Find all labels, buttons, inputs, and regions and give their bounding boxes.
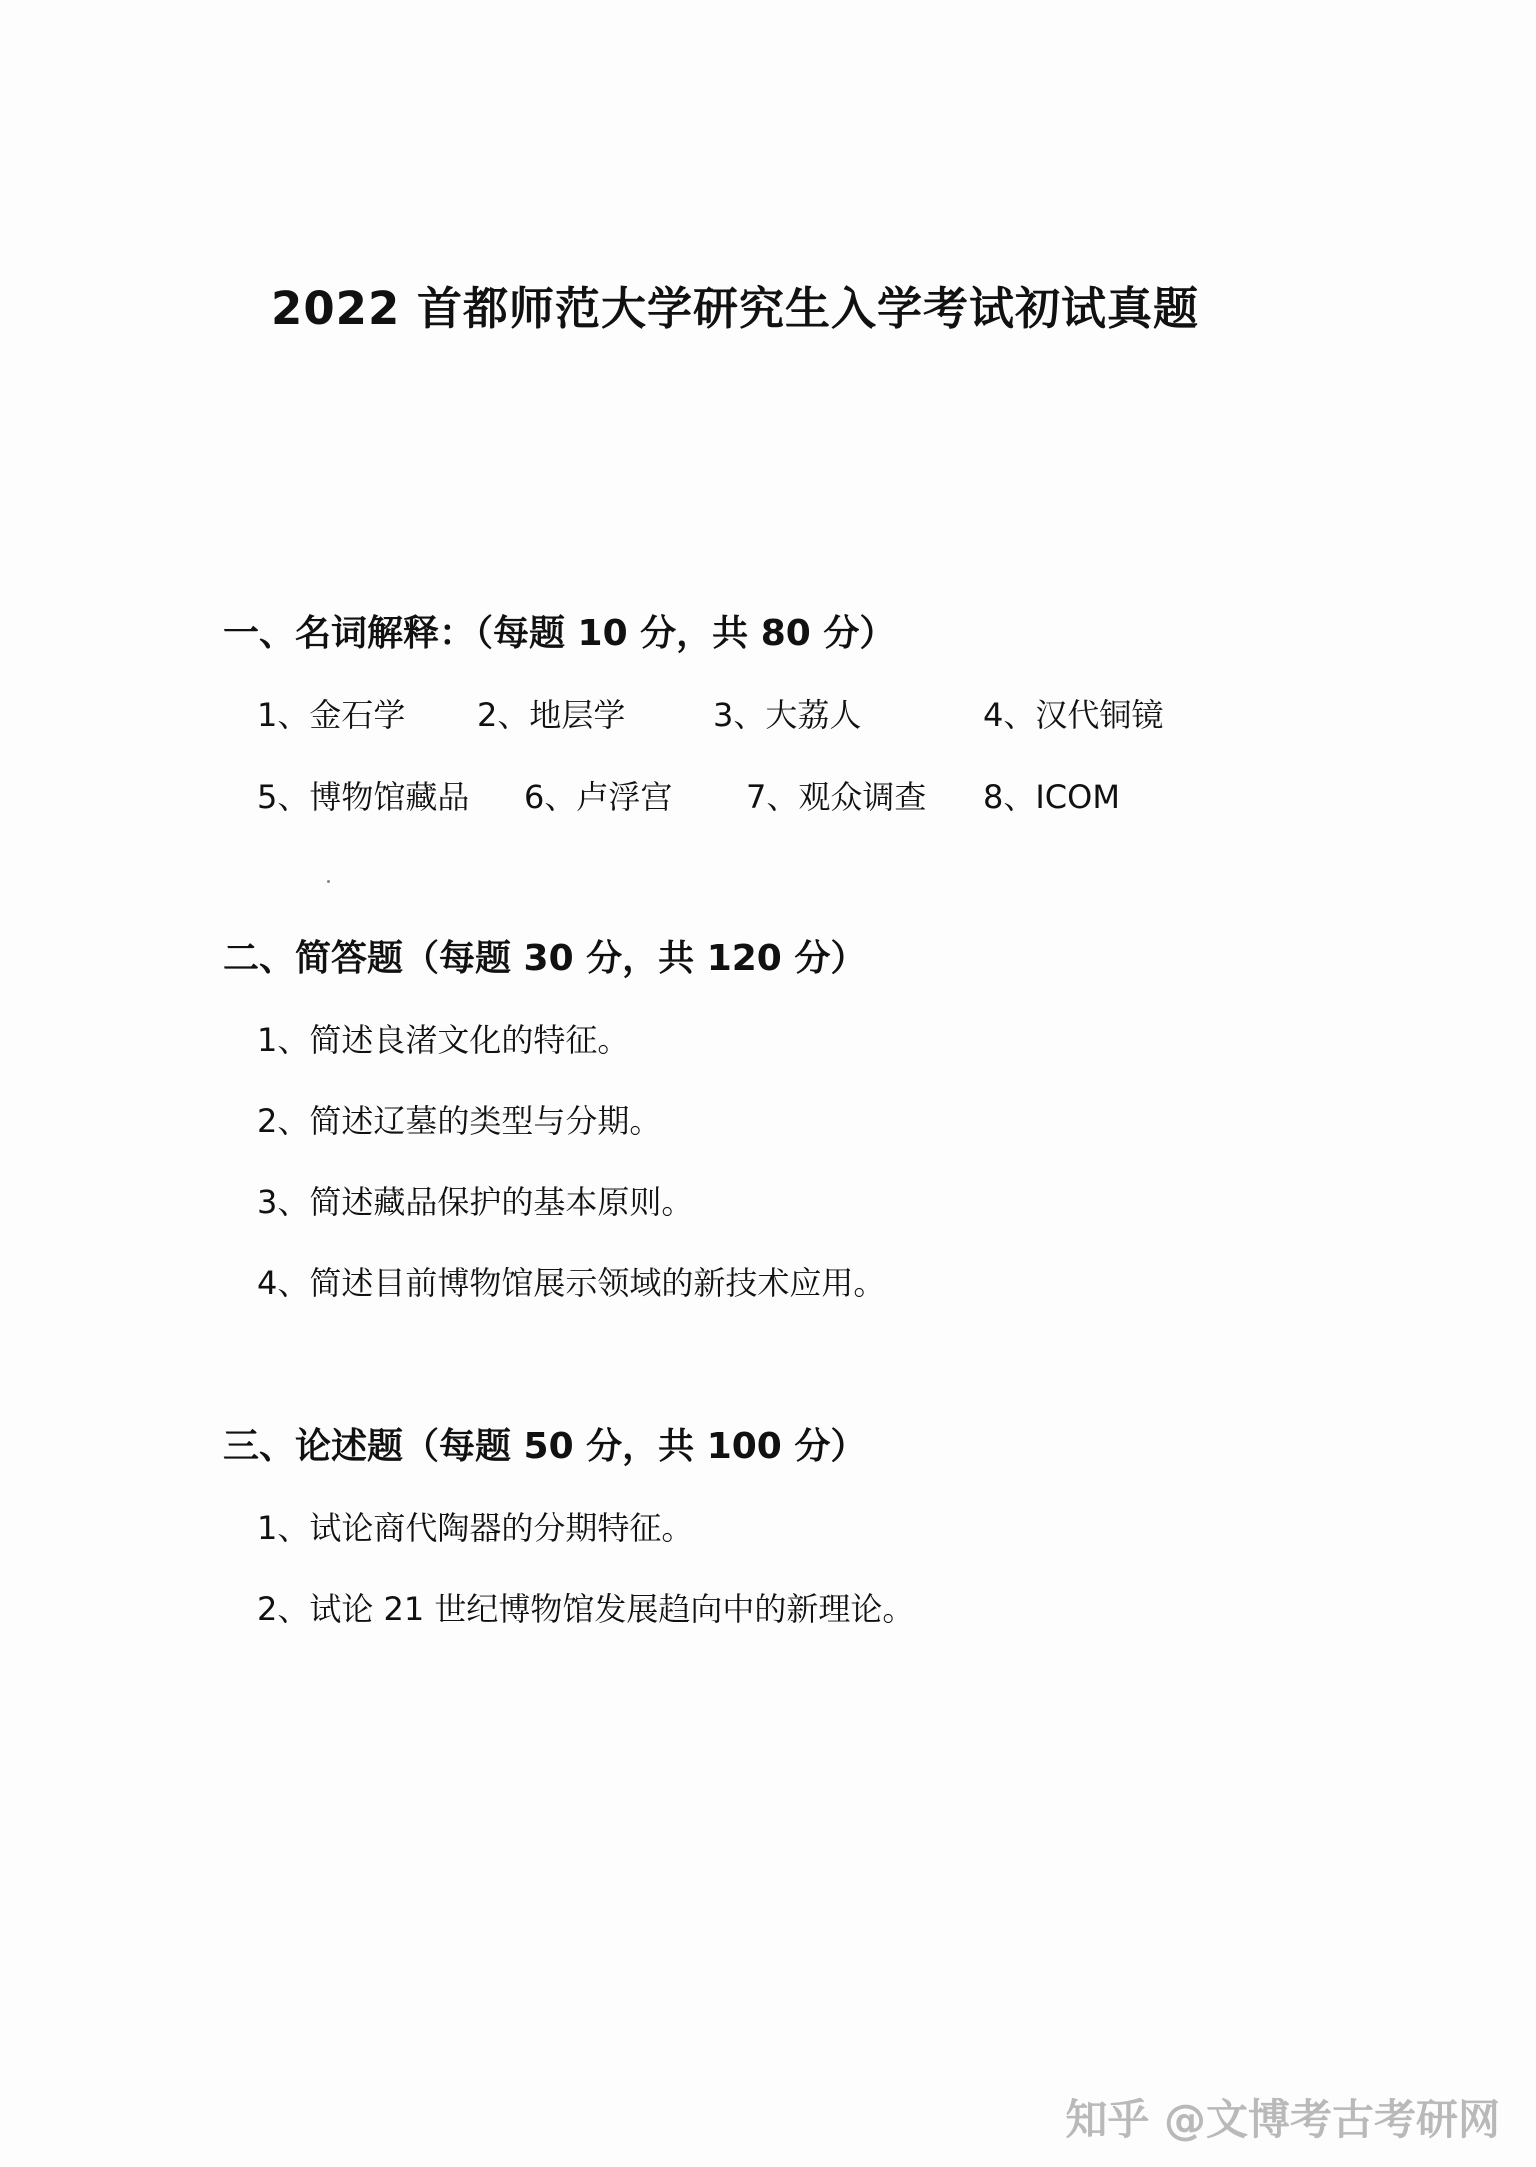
term-item: 3、大荔人 bbox=[713, 696, 862, 734]
term-item: 7、观众调查 bbox=[746, 778, 927, 816]
zhihu-watermark: 知乎 @文博考古考研网 bbox=[1065, 2095, 1500, 2144]
term-item: 1、金石学 bbox=[257, 696, 406, 734]
term-item: 5、博物馆藏品 bbox=[257, 778, 470, 816]
term-item: 2、地层学 bbox=[477, 696, 626, 734]
section-heading-essay: 三、论述题（每题 50 分，共 100 分） bbox=[223, 1426, 867, 1467]
term-item: 4、汉代铜镜 bbox=[983, 696, 1164, 734]
term-item: 6、卢浮宫 bbox=[524, 778, 673, 816]
question-item: 1、试论商代陶器的分期特征。 bbox=[257, 1509, 694, 1547]
section-heading-short-answer: 二、简答题（每题 30 分，共 120 分） bbox=[223, 938, 867, 979]
question-item: 3、简述藏品保护的基本原则。 bbox=[257, 1183, 694, 1221]
scan-speck bbox=[327, 880, 330, 883]
question-item: 2、简述辽墓的类型与分期。 bbox=[257, 1102, 662, 1140]
section-heading-terms: 一、名词解释：（每题 10 分，共 80 分） bbox=[223, 613, 896, 654]
question-item: 1、简述良渚文化的特征。 bbox=[257, 1021, 630, 1059]
page-title: 2022 首都师范大学研究生入学考试初试真题 bbox=[271, 282, 1199, 335]
term-item: 8、ICOM bbox=[983, 778, 1120, 816]
question-item: 4、简述目前博物馆展示领域的新技术应用。 bbox=[257, 1264, 886, 1302]
question-item: 2、试论 21 世纪博物馆发展趋向中的新理论。 bbox=[257, 1590, 915, 1628]
